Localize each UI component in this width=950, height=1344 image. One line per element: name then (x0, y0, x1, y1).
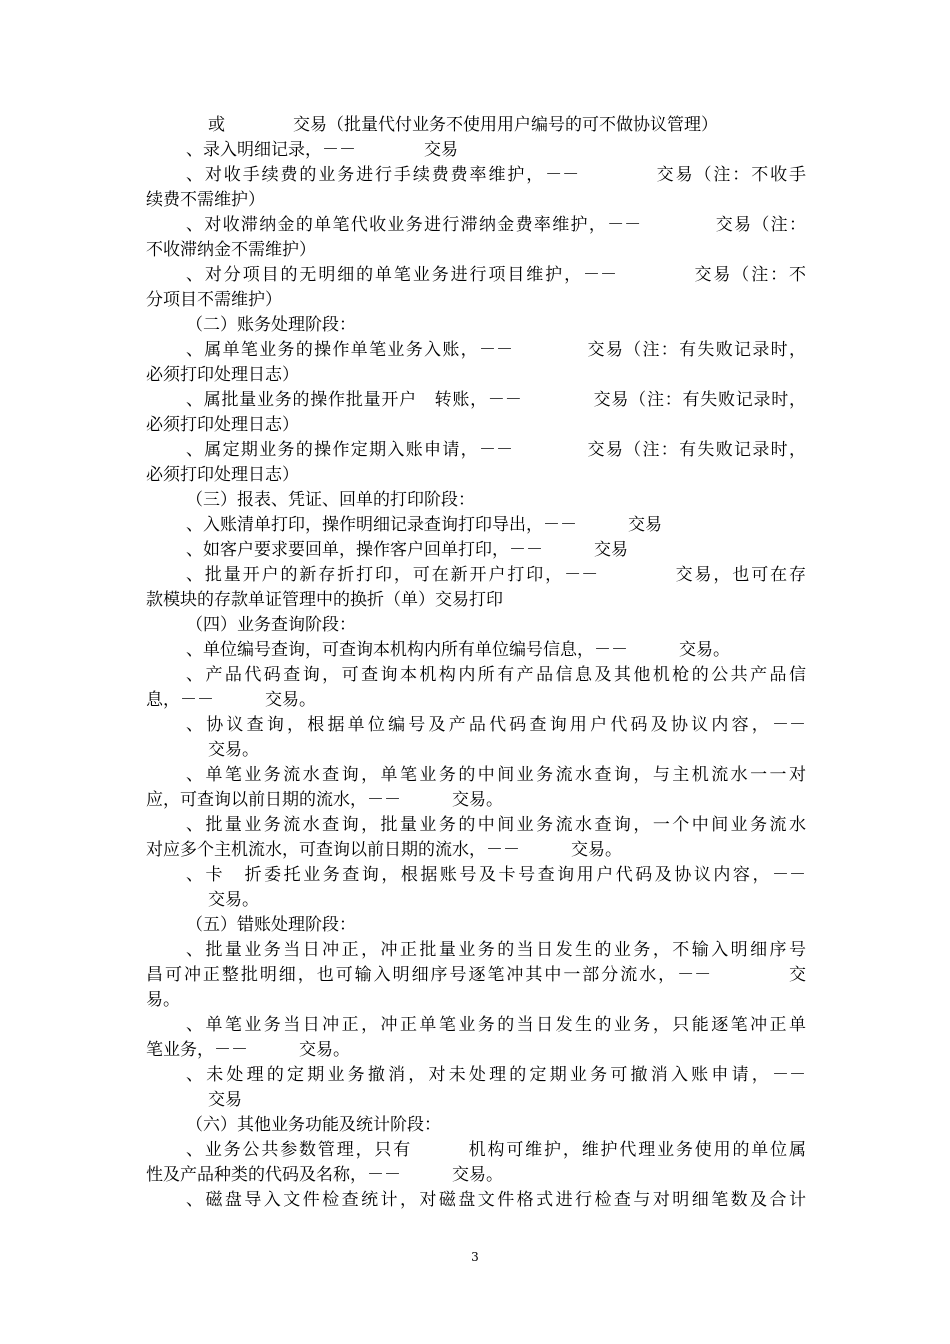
section-heading: （三）报表、凭证、回单的打印阶段： (186, 490, 475, 510)
text-line: 易。 (146, 990, 180, 1010)
text-line: 交易。 (208, 740, 259, 760)
text-line: 必须打印处理日志） (146, 415, 299, 435)
text-line: 、产品代码查询，可查询本机构内所有产品信息及其他机枪的公共产品信 (186, 665, 806, 685)
text-line: 必须打印处理日志） (146, 465, 299, 485)
text-line: 应，可查询以前日期的流水，－－ 交易。 (146, 790, 503, 810)
text-line: 、录入明细记录，－－ 交易 (186, 140, 458, 160)
text-line: 或 交易（批量代付业务不使用用户编号的可不做协议管理） (208, 115, 718, 135)
text-line: 、单笔业务当日冲正，冲正单笔业务的当日发生的业务，只能逐笔冲正单 (186, 1015, 806, 1035)
text-line: 、对分项目的无明细的单笔业务进行项目维护，－－ 交易（注：不 (186, 265, 806, 285)
text-line: 、批量开户的新存折打印，可在新开户打印，－－ 交易，也可在存 (186, 565, 806, 585)
text-line: 款模块的存款单证管理中的换折（单）交易打印 (146, 590, 503, 610)
section-heading: （五）错账处理阶段： (186, 915, 356, 935)
text-line: 昌可冲正整批明细，也可输入明细序号逐笔冲其中一部分流水，－－ 交 (146, 965, 806, 985)
text-line: 交易。 (208, 890, 259, 910)
text-line: 息，－－ 交易。 (146, 690, 316, 710)
text-line: 必须打印处理日志） (146, 365, 299, 385)
text-line: 不收滞纳金不需维护） (146, 240, 316, 260)
text-line: 、单笔业务流水查询，单笔业务的中间业务流水查询，与主机流水一一对 (186, 765, 806, 785)
text-line: 性及产品种类的代码及名称，－－ 交易。 (146, 1165, 503, 1185)
text-line: 、对收滞纳金的单笔代收业务进行滞纳金费率维护，－－ 交易（注： (186, 215, 806, 235)
text-line: 、对收手续费的业务进行手续费费率维护，－－ 交易（注：不收手 (186, 165, 806, 185)
text-line: 、如客户要求要回单，操作客户回单打印，－－ 交易 (186, 540, 628, 560)
text-line: 、磁盘导入文件检查统计，对磁盘文件格式进行检查与对明细笔数及合计 (186, 1190, 806, 1210)
text-line: 续费不需维护） (146, 190, 265, 210)
text-line: 交易 (208, 1090, 242, 1110)
text-line: 、未处理的定期业务撤消，对未处理的定期业务可撤消入账申请，－－ (186, 1065, 806, 1085)
section-heading: （二）账务处理阶段： (186, 315, 356, 335)
section-heading: （六）其他业务功能及统计阶段： (186, 1115, 441, 1135)
text-line: 分项目不需维护） (146, 290, 282, 310)
text-line: 笔业务，－－ 交易。 (146, 1040, 350, 1060)
text-line: 、协议查询，根据单位编号及产品代码查询用户代码及协议内容，－－ (186, 715, 806, 735)
text-line: 、批量业务当日冲正，冲正批量业务的当日发生的业务，不输入明细序号 (186, 940, 806, 960)
text-line: 、入账清单打印，操作明细记录查询打印导出，－－ 交易 (186, 515, 662, 535)
text-line: 、业务公共参数管理，只有 机构可维护，维护代理业务使用的单位属 (186, 1140, 806, 1160)
section-heading: （四）业务查询阶段： (186, 615, 356, 635)
text-line: 、单位编号查询，可查询本机构内所有单位编号信息，－－ 交易。 (186, 640, 730, 660)
page-number: 3 (471, 1250, 479, 1264)
text-line: 、批量业务流水查询，批量业务的中间业务流水查询，一个中间业务流水 (186, 815, 806, 835)
text-line: 、卡 折委托业务查询，根据账号及卡号查询用户代码及协议内容，－－ (186, 865, 806, 885)
text-line: 、属批量业务的操作批量开户 转账，－－ 交易（注：有失败记录时， (186, 390, 806, 410)
text-line: 对应多个主机流水，可查询以前日期的流水，－－ 交易。 (146, 840, 622, 860)
text-line: 、属定期业务的操作定期入账申请，－－ 交易（注：有失败记录时， (186, 440, 806, 460)
text-line: 、属单笔业务的操作单笔业务入账，－－ 交易（注：有失败记录时， (186, 340, 806, 360)
